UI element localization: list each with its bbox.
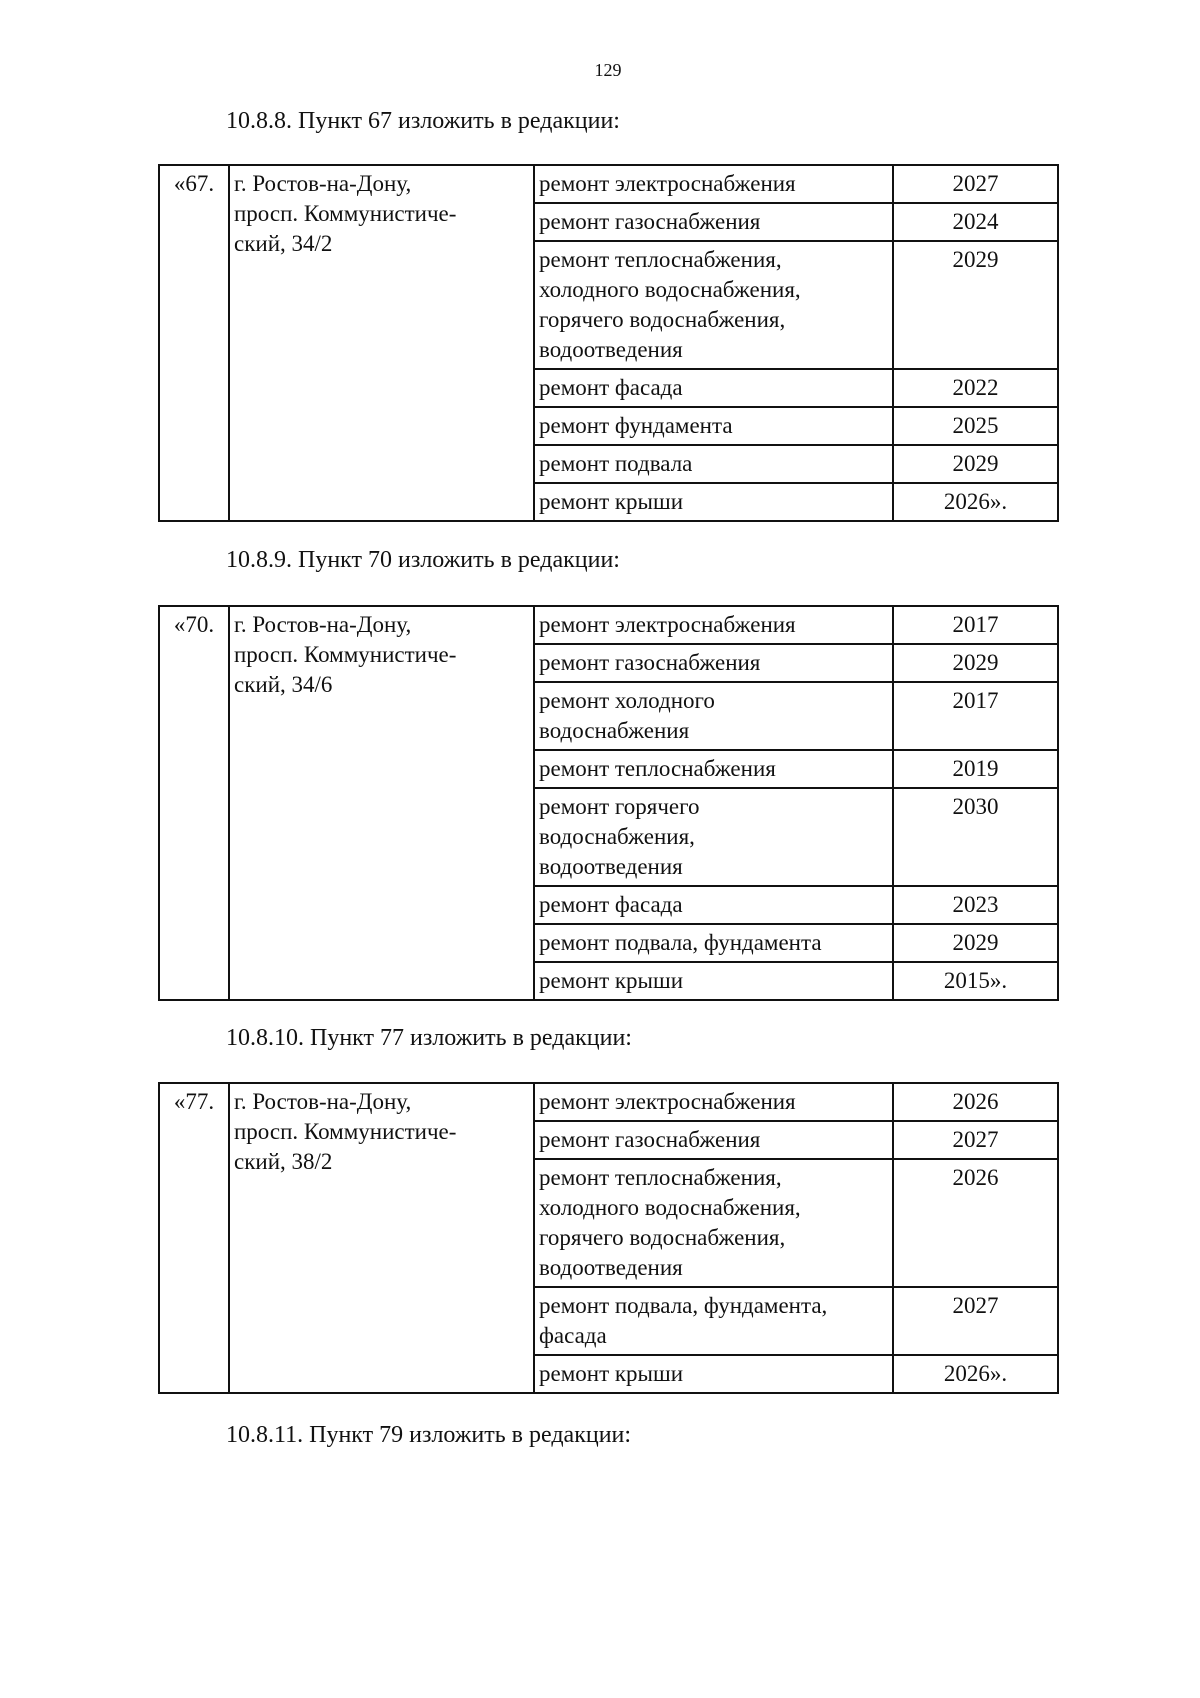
work-type-line: водоотведения	[539, 854, 683, 879]
address-line: ский, 38/2	[234, 1149, 333, 1174]
work-type-cell	[534, 241, 893, 369]
item-number: «67.	[173, 171, 215, 196]
address-line: ский, 34/6	[234, 672, 333, 697]
year-cell: 2027	[893, 165, 1058, 203]
address-line: просп. Коммунистиче-	[234, 201, 457, 226]
work-type-cell	[534, 682, 893, 750]
page-number: 129	[594, 60, 622, 80]
work-type-cell	[534, 962, 893, 1000]
address-line: ский, 34/2	[234, 231, 333, 256]
work-type-line: ремонт электроснабжения	[539, 612, 796, 637]
year-cell: 2017	[893, 606, 1058, 644]
year-cell: 2026».	[893, 1355, 1058, 1393]
work-type-line: ремонт теплоснабжения,	[539, 247, 782, 272]
work-type-cell	[534, 483, 893, 521]
work-type-line: фасада	[539, 1323, 607, 1348]
year-cell: 2029	[893, 644, 1058, 682]
item-number: «70.	[173, 612, 215, 637]
table-row	[159, 165, 1058, 203]
work-type-line: ремонт электроснабжения	[539, 1089, 796, 1114]
work-type-cell	[534, 1121, 893, 1159]
amendment-table	[158, 164, 1059, 522]
year-cell: 2027	[893, 1287, 1058, 1355]
work-type-line: горячего водоснабжения,	[539, 307, 786, 332]
work-type-cell	[534, 1287, 893, 1355]
year-cell: 2024	[893, 203, 1058, 241]
year-cell: 2026».	[893, 483, 1058, 521]
work-type-line: ремонт холодного	[539, 688, 715, 713]
work-type-line: ремонт фасада	[539, 375, 683, 400]
work-type-cell	[534, 924, 893, 962]
year-cell: 2030	[893, 788, 1058, 886]
work-type-cell	[534, 369, 893, 407]
work-type-line: водоснабжения	[539, 718, 690, 743]
work-type-line: горячего водоснабжения,	[539, 1225, 786, 1250]
amendment-table	[158, 1082, 1059, 1394]
work-type-cell	[534, 606, 893, 644]
year-cell: 2025	[893, 407, 1058, 445]
work-type-line: ремонт крыши	[539, 1361, 684, 1386]
work-type-cell	[534, 1355, 893, 1393]
address-cell	[229, 606, 534, 1000]
work-type-line: ремонт фасада	[539, 892, 683, 917]
year-cell: 2022	[893, 369, 1058, 407]
work-type-line: водоснабжения,	[539, 824, 695, 849]
work-type-line: ремонт теплоснабжения,	[539, 1165, 782, 1190]
work-type-cell	[534, 407, 893, 445]
year-cell: 2017	[893, 682, 1058, 750]
work-type-cell	[534, 644, 893, 682]
year-cell: 2023	[893, 886, 1058, 924]
year-cell: 2026	[893, 1159, 1058, 1287]
work-type-line: ремонт газоснабжения	[539, 650, 761, 675]
year-cell: 2029	[893, 445, 1058, 483]
work-type-line: ремонт горячего	[539, 794, 700, 819]
year-cell: 2027	[893, 1121, 1058, 1159]
address-line: г. Ростов-на-Дону,	[234, 1089, 412, 1114]
work-type-line: ремонт подвала, фундамента	[539, 930, 822, 955]
year-cell: 2019	[893, 750, 1058, 788]
address-line: г. Ростов-на-Дону,	[234, 171, 412, 196]
work-type-line: ремонт фундамента	[539, 413, 733, 438]
work-type-cell	[534, 165, 893, 203]
address-cell	[229, 165, 534, 521]
work-type-cell	[534, 886, 893, 924]
work-type-line: водоотведения	[539, 337, 683, 362]
address-line: г. Ростов-на-Дону,	[234, 612, 412, 637]
work-type-cell	[534, 203, 893, 241]
section-heading: 10.8.9. Пункт 70 изложить в редакции:	[226, 547, 620, 573]
work-type-cell	[534, 750, 893, 788]
work-type-line: водоотведения	[539, 1255, 683, 1280]
work-type-line: ремонт подвала	[539, 451, 693, 476]
year-cell: 2029	[893, 924, 1058, 962]
section-heading: 10.8.11. Пункт 79 изложить в редакции:	[226, 1422, 632, 1448]
address-line: просп. Коммунистиче-	[234, 642, 457, 667]
address-line: просп. Коммунистиче-	[234, 1119, 457, 1144]
work-type-line: холодного водоснабжения,	[539, 1195, 801, 1220]
work-type-line: ремонт теплоснабжения	[539, 756, 776, 781]
address-cell	[229, 1083, 534, 1393]
work-type-line: ремонт электроснабжения	[539, 171, 796, 196]
table-row	[159, 1083, 1058, 1121]
work-type-cell	[534, 788, 893, 886]
work-type-line: холодного водоснабжения,	[539, 277, 801, 302]
section-heading: 10.8.8. Пункт 67 изложить в редакции:	[226, 108, 620, 134]
work-type-line: ремонт газоснабжения	[539, 1127, 761, 1152]
item-number-cell	[159, 1083, 229, 1393]
work-type-cell	[534, 1083, 893, 1121]
year-cell: 2015».	[893, 962, 1058, 1000]
work-type-cell	[534, 1159, 893, 1287]
work-type-line: ремонт подвала, фундамента,	[539, 1293, 828, 1318]
section-heading: 10.8.10. Пункт 77 изложить в редакции:	[226, 1025, 632, 1051]
work-type-line: ремонт газоснабжения	[539, 209, 761, 234]
item-number-cell	[159, 606, 229, 1000]
item-number: «77.	[173, 1089, 215, 1114]
table-row	[159, 606, 1058, 644]
work-type-line: ремонт крыши	[539, 489, 684, 514]
work-type-line: ремонт крыши	[539, 968, 684, 993]
year-cell: 2029	[893, 241, 1058, 369]
item-number-cell	[159, 165, 229, 521]
year-cell: 2026	[893, 1083, 1058, 1121]
amendment-table	[158, 605, 1059, 1001]
work-type-cell	[534, 445, 893, 483]
